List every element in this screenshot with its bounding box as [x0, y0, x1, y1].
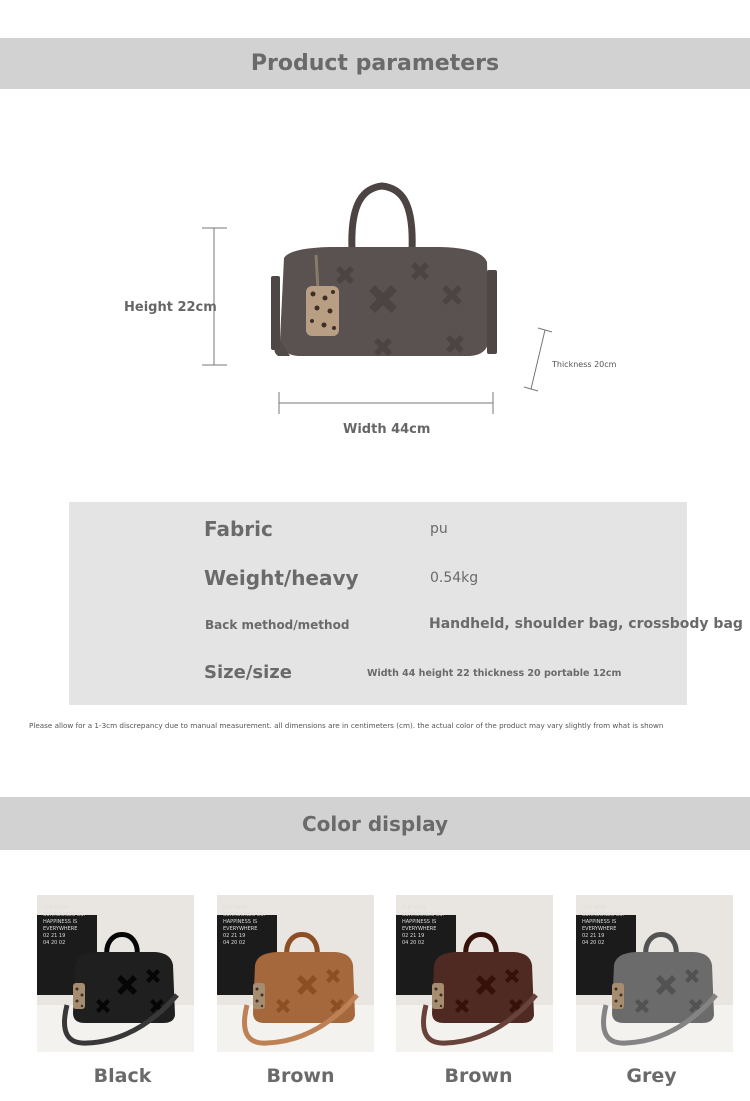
section-header-colors [0, 797, 750, 850]
svg-text:EVERYWHERE: EVERYWHERE [223, 926, 258, 932]
color-label: Brown [266, 1065, 335, 1087]
param-key: Fabric [204, 517, 273, 541]
section-header-parameters [0, 38, 750, 89]
color-label: Black [93, 1065, 152, 1087]
svg-text:02 21 19: 02 21 19 [402, 933, 425, 939]
param-key: Weight/heavy [204, 566, 359, 590]
svg-text:04 20 02: 04 20 02 [223, 940, 246, 946]
svg-text:EVERYWHERE: EVERYWHERE [402, 926, 437, 932]
svg-text:04 20 02: 04 20 02 [402, 940, 425, 946]
measurement-note: Please allow for a 1-3cm discrepancy due to manual measurement. all dimensions are in centimeters (cm). the actual color of the product may vary slightly from what is shown [29, 721, 664, 730]
svg-text:FLIP NOW: FLIP NOW [582, 905, 607, 911]
param-value: Width 44 height 22 thickness 20 portable 12cm [367, 668, 622, 679]
width-label: Width 44cm [343, 422, 431, 437]
svg-text:SURROUNDS US.: SURROUNDS US. [223, 912, 266, 918]
svg-text:04 20 02: 04 20 02 [582, 940, 605, 946]
svg-text:SURROUNDS US.: SURROUNDS US. [43, 912, 86, 918]
color-label: Grey [626, 1065, 677, 1087]
color-swatch-dark-brown[interactable] [396, 895, 553, 1052]
param-value: Handheld, shoulder bag, crossbody bag [429, 616, 743, 632]
svg-text:HAPPINESS IS: HAPPINESS IS [582, 919, 617, 925]
param-value: pu [430, 521, 448, 537]
svg-text:FLIP NOW: FLIP NOW [223, 905, 248, 911]
svg-text:HAPPINESS IS: HAPPINESS IS [43, 919, 78, 925]
svg-text:HAPPINESS IS: HAPPINESS IS [402, 919, 437, 925]
svg-text:SURROUNDS US.: SURROUNDS US. [402, 912, 445, 918]
svg-text:SURROUNDS US.: SURROUNDS US. [582, 912, 625, 918]
color-swatch-grey[interactable] [576, 895, 733, 1052]
color-swatch-black[interactable] [37, 895, 194, 1052]
section-title: Product parameters [250, 51, 500, 76]
product-dimension-diagram [195, 170, 635, 420]
svg-text:02 21 19: 02 21 19 [582, 933, 605, 939]
param-key: Back method/method [205, 618, 350, 632]
color-label: Brown [444, 1065, 513, 1087]
svg-text:04 20 02: 04 20 02 [43, 940, 66, 946]
thickness-label: Thickness 20cm [552, 360, 617, 369]
height-label: Height 22cm [124, 300, 217, 315]
color-swatch-brown[interactable] [217, 895, 374, 1052]
svg-text:02 21 19: 02 21 19 [223, 933, 246, 939]
param-value: 0.54kg [430, 570, 479, 586]
svg-text:FLIP NOW: FLIP NOW [43, 905, 68, 911]
param-key: Size/size [204, 662, 292, 683]
svg-text:EVERYWHERE: EVERYWHERE [582, 926, 617, 932]
svg-text:FLIP NOW: FLIP NOW [402, 905, 427, 911]
svg-text:EVERYWHERE: EVERYWHERE [43, 926, 78, 932]
svg-text:02 21 19: 02 21 19 [43, 933, 66, 939]
section-title: Color display [301, 811, 448, 836]
svg-text:HAPPINESS IS: HAPPINESS IS [223, 919, 258, 925]
